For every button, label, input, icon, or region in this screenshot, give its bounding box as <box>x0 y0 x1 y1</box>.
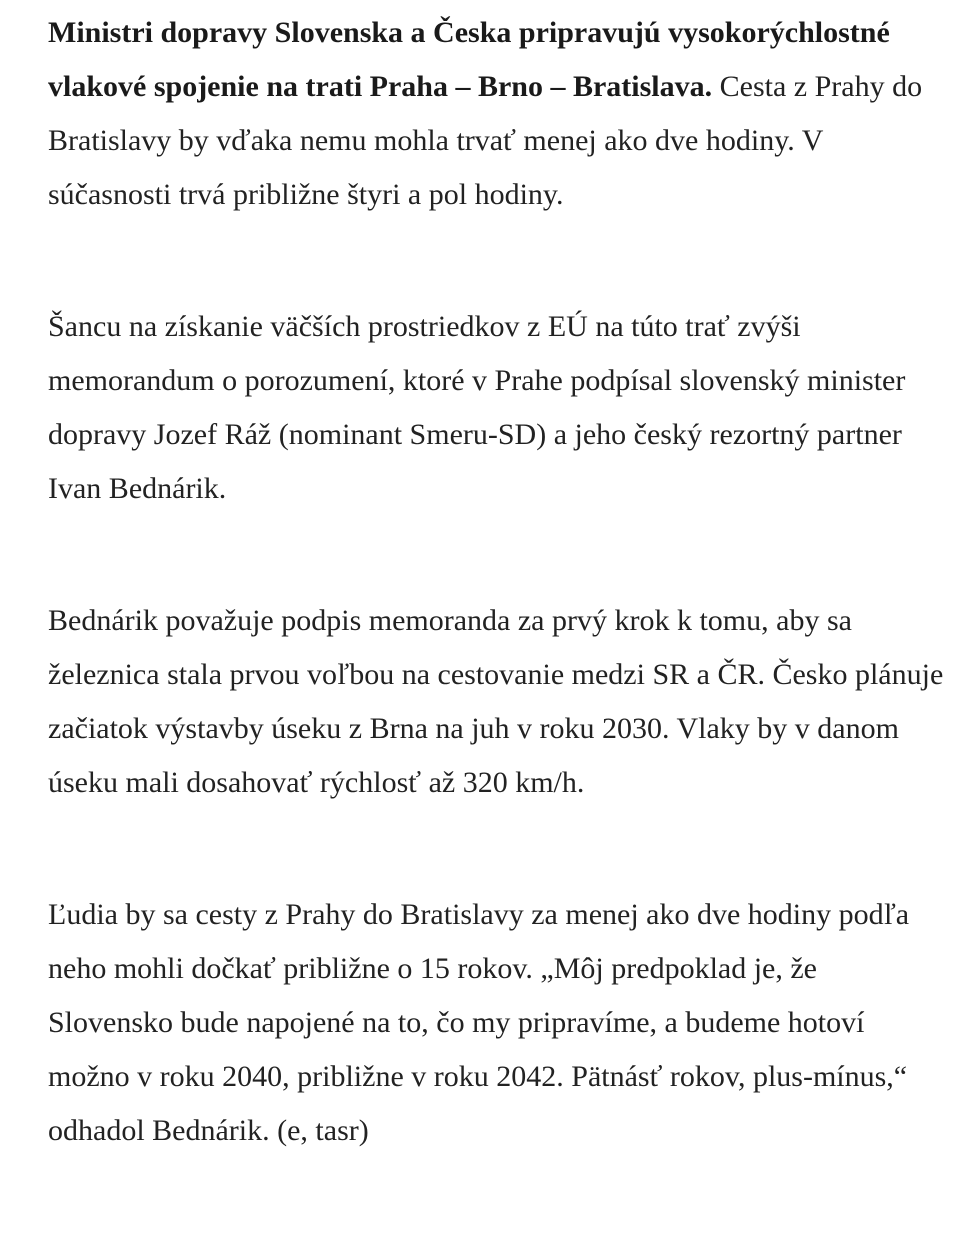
paragraph-lead <box>48 6 948 222</box>
paragraph-3: Bednárik považuje podpis memoranda za prvý krok k tomu, aby sa železnica stala prvou voľbou na cestovanie medzi SR a ČR. Česko plánuje začiatok výstavby úseku z Brna na juh v roku 2030. Vlaky by v danom úseku mali dosahovať rýchlosť až 320 km/h. <box>48 604 944 799</box>
lead-sentence: Ministri dopravy Slovenska a Česka pripravujú vysokorýchlostné vlakové spojenie na trati Praha – Brno – Bratislava. <box>48 16 890 103</box>
paragraph-1-text: Cesta z Prahy do Bratislavy by vďaka nemu mohla trvať menej ako dve hodiny. V súčasnosti trvá približne štyri a pol hodiny. <box>48 70 923 211</box>
article-body <box>48 6 948 1236</box>
paragraph-4: Ľudia by sa cesty z Prahy do Bratislavy za menej ako dve hodiny podľa neho mohli dočkať približne o 15 rokov. „Môj predpoklad je, že Slovensko bude napojené na to, čo my pripravíme, a budeme hotoví možno v roku 2040, približne v roku 2042. Pätnásť rokov, plus-mínus,“ odhadol Bednárik. (e, tasr) <box>48 898 910 1147</box>
paragraph-2: Šancu na získanie väčších prostriedkov z EÚ na túto trať zvýši memorandum o porozumení, ktoré v Prahe podpísal slovenský minister dopravy Jozef Ráž (nominant Smeru-SD) a jeho český rezortný partner Ivan Bednárik. <box>48 310 906 505</box>
